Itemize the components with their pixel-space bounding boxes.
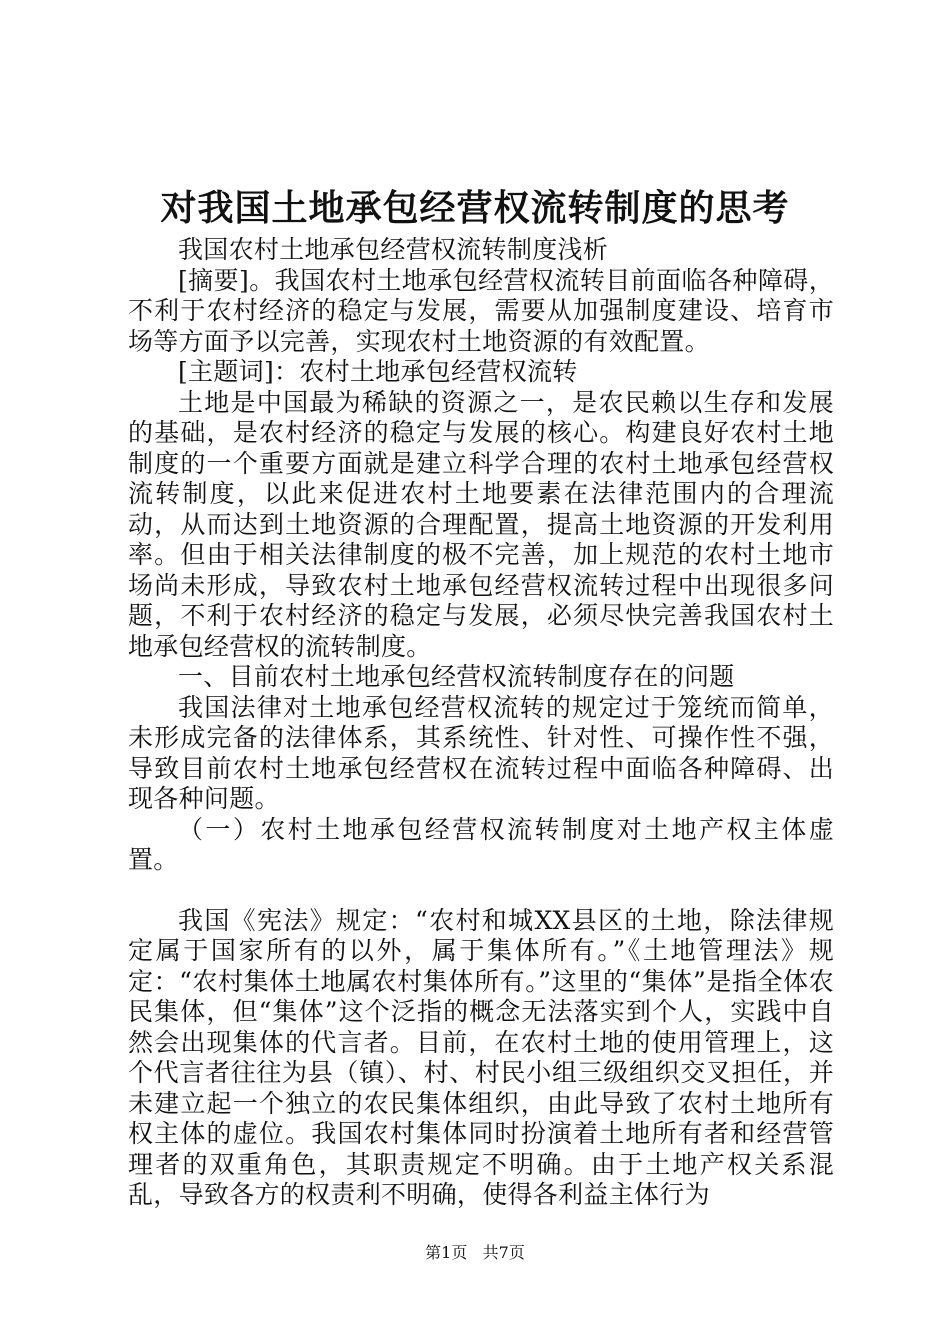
document-title: 对我国土地承包经营权流转制度的思考: [160, 187, 790, 229]
document-body: [128, 235, 834, 1211]
intro-paragraph: 土地是中国最为稀缺的资源之一，是农民赖以生存和发展的基础，是农村经济的稳定与发展的核心。构建良好农村土地制度的一个重要方面就是建立科学合理的农村土地承包经营权流转制度，以此来促进农村土地要素在法律范围内的合理流动，从而达到土地资源的合理配置，提高土地资源的开发利用率。但由于相关法律制度的极不完善，加上规范的农村土地市场尚未形成，导致农村土地承包经营权流转过程中出现很多问题，不利于农村经济的稳定与发展，必须尽快完善我国农村土地承包经营权的流转制度。: [128, 387, 834, 661]
section-heading: 一、目前农村土地承包经营权流转制度存在的问题: [178, 662, 735, 691]
keywords-paragraph: [主题词]：农村土地承包经营权流转: [178, 357, 578, 386]
page-number: 第1页: [425, 1243, 468, 1262]
page-total: 共7页: [482, 1243, 525, 1262]
subtitle-paragraph: 我国农村土地承包经营权流转制度浅析: [178, 235, 609, 264]
abstract-paragraph: [摘要]。我国农村土地承包经营权流转目前面临各种障碍，不利于农村经济的稳定与发展，需要从加强制度建设、培育市场等方面予以完善，实现农村土地资源的有效配置。: [128, 265, 834, 356]
body-paragraph: 我国《宪法》规定：“农村和城XX县区的土地，除法律规定属于国家所有的以外，属于集体所有。”《土地管理法》规定：“农村集体土地属农村集体所有。”这里的“集体”是指全体农民集体，但“集体”这个泛指的概念无法落实到个人，实践中自然会出现集体的代言者。目前，在农村土地的使用管理上，这个代言者往往为县（镇）、村、村民小组三级组织交叉担任，并未建立起一个独立的农民集体组织，由此导致了农村土地所有权主体的虚位。我国农村集体同时扮演着土地所有者和经营管理者的双重角色，其职责规定不明确。由于土地产权关系混乱，导致各方的权责利不明确，使得各利益主体行为: [128, 905, 834, 1209]
page-footer: [0, 1243, 950, 1263]
subsection-heading: （一）农村土地承包经营权流转制度对土地产权主体虚置。: [128, 814, 834, 874]
section-paragraph: 我国法律对土地承包经营权流转的规定过于笼统而简单，未形成完备的法律体系，其系统性、针对性、可操作性不强，导致目前农村土地承包经营权在流转过程中面临各种障碍、出现各种问题。: [128, 692, 834, 813]
